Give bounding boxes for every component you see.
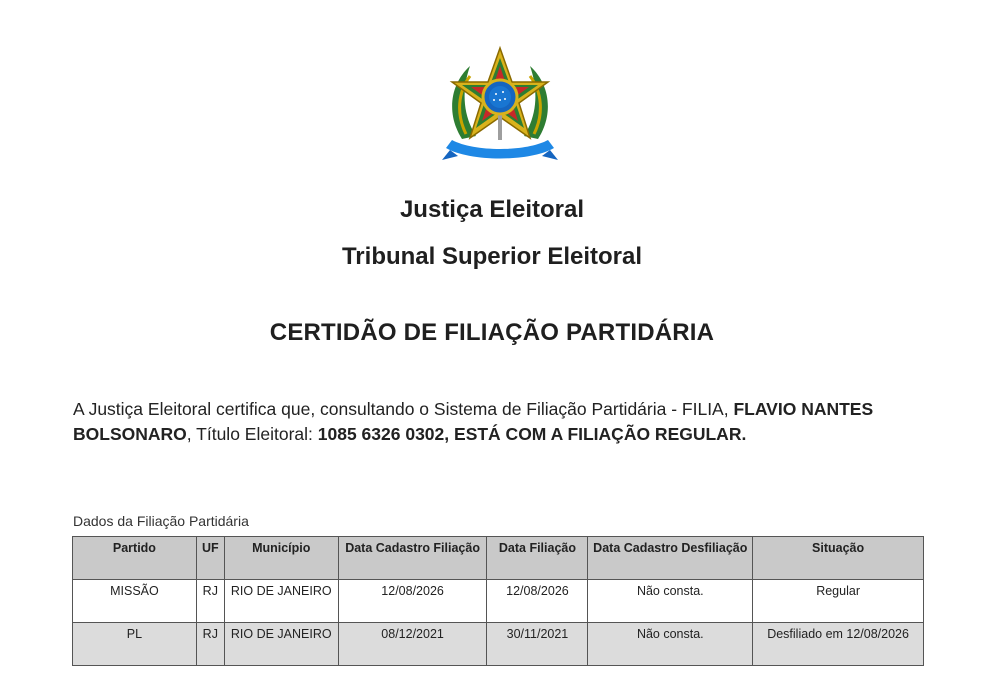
- certificate-text: [73, 397, 913, 447]
- brazil-coat-of-arms-icon: [440, 44, 560, 166]
- certificate-intro: A Justiça Eleitoral certifica que, consultando o Sistema de Filiação Partidária - FILIA,: [73, 399, 734, 419]
- cell-partido: PL: [73, 623, 197, 666]
- voter-name: FLAVIO NANTES BOLSONARO: [73, 399, 874, 444]
- cell-data-filiacao: 30/11/2021: [487, 623, 588, 666]
- affiliation-status: ESTÁ COM A FILIAÇÃO REGULAR.: [454, 424, 747, 444]
- cell-uf: RJ: [196, 623, 224, 666]
- header-partido: Partido: [73, 537, 197, 580]
- header-data-cadastro-desfiliacao: Data Cadastro Desfiliação: [588, 537, 753, 580]
- header-data-filiacao: Data Filiação: [487, 537, 588, 580]
- header-uf: UF: [196, 537, 224, 580]
- header-situacao: Situação: [753, 537, 924, 580]
- page-title: CERTIDÃO DE FILIAÇÃO PARTIDÁRIA: [269, 319, 715, 346]
- certificate-mid: , Título Eleitoral:: [186, 424, 318, 444]
- cell-situacao: Regular: [753, 580, 924, 623]
- cell-municipio: RIO DE JANEIRO: [224, 623, 338, 666]
- institution-name: Justiça Eleitoral: [399, 196, 585, 223]
- header-data-cadastro-filiacao: Data Cadastro Filiação: [338, 537, 487, 580]
- cell-data-cadastro-filiacao: 12/08/2026: [338, 580, 487, 623]
- cell-data-cadastro-filiacao: 08/12/2021: [338, 623, 487, 666]
- table-caption: Dados da Filiação Partidária: [73, 513, 249, 529]
- certificate-sep: ,: [444, 424, 455, 444]
- cell-data-cadastro-desfiliacao: Não consta.: [588, 623, 753, 666]
- cell-municipio: RIO DE JANEIRO: [224, 580, 338, 623]
- court-name: Tribunal Superior Eleitoral: [341, 243, 643, 270]
- voter-id: 1085 6326 0302: [317, 424, 445, 444]
- cell-data-filiacao: 12/08/2026: [487, 580, 588, 623]
- affiliation-table: [72, 536, 924, 666]
- cell-situacao: Desfiliado em 12/08/2026: [753, 623, 924, 666]
- table-row: [73, 623, 924, 666]
- header-municipio: Município: [224, 537, 338, 580]
- cell-data-cadastro-desfiliacao: Não consta.: [588, 580, 753, 623]
- cell-uf: RJ: [196, 580, 224, 623]
- cell-partido: MISSÃO: [73, 580, 197, 623]
- table-row: [73, 580, 924, 623]
